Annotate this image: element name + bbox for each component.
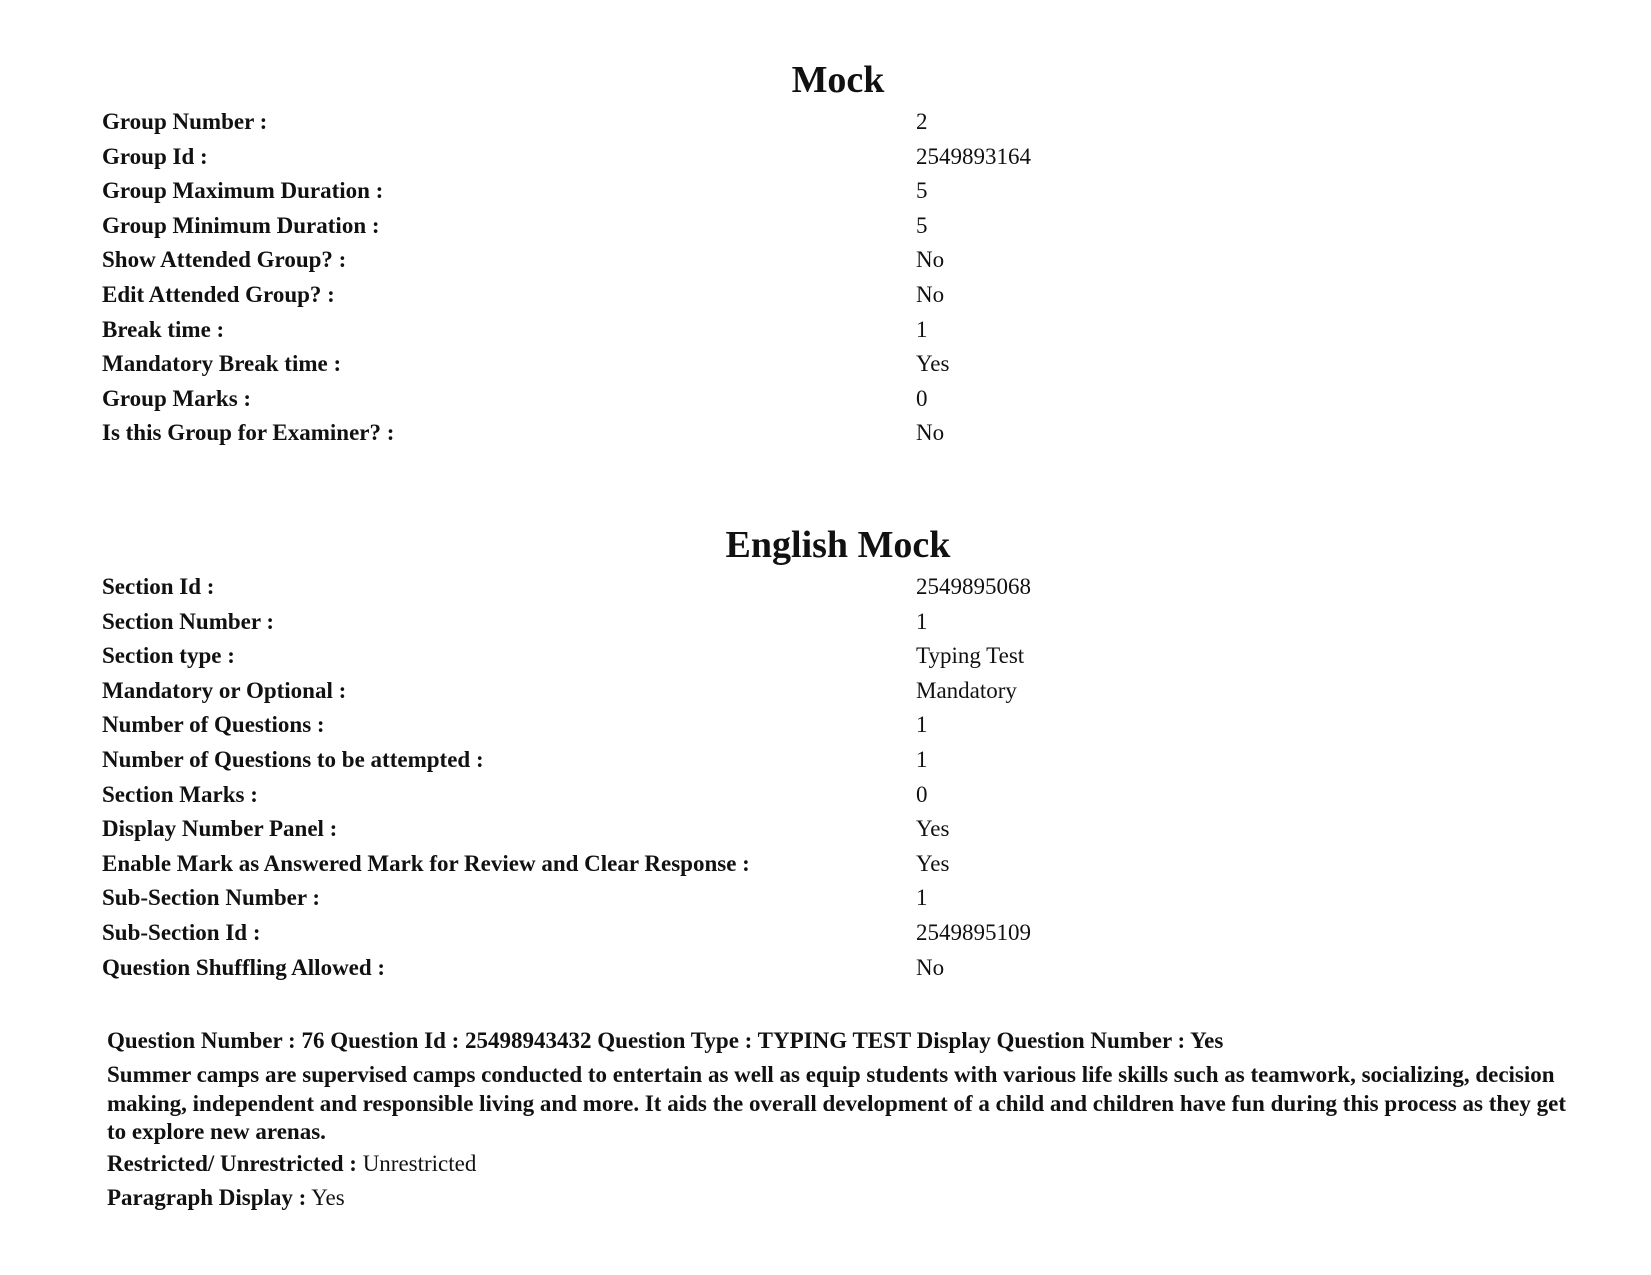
detail-value: 2549895109 xyxy=(916,919,1031,945)
detail-value: 5 xyxy=(916,178,928,204)
detail-row xyxy=(102,639,1502,674)
question-passage: Summer camps are supervised camps conducted to entertain as well as equip students with various life skills such as teamwork, socializing, decision making, independent and responsible living and more. It aids the overall development of a child and children have fun during this process as they get to explore new arenas. xyxy=(107,1062,1566,1144)
detail-label: Sub-Section Id : xyxy=(102,919,261,945)
detail-label: Section Marks : xyxy=(102,781,258,807)
detail-label: Break time : xyxy=(102,316,225,342)
detail-value: 1 xyxy=(916,316,928,342)
detail-row xyxy=(102,743,1502,778)
detail-value: 1 xyxy=(916,712,928,738)
detail-value: 2549893164 xyxy=(916,143,1031,169)
paragraph-display-value: Yes xyxy=(311,1184,345,1210)
detail-label: Section type : xyxy=(102,643,235,669)
detail-value: No xyxy=(916,420,945,446)
restriction-row xyxy=(107,1147,1567,1181)
detail-value: 5 xyxy=(916,212,928,238)
detail-label: Question Shuffling Allowed : xyxy=(102,954,386,980)
group-title: Mock xyxy=(791,59,885,101)
detail-label: Section Number : xyxy=(102,608,275,634)
detail-value: 1 xyxy=(916,885,928,911)
detail-value: No xyxy=(916,247,945,273)
detail-row xyxy=(102,881,1502,916)
detail-label: Mandatory or Optional : xyxy=(102,677,347,703)
detail-value: Yes xyxy=(916,351,950,377)
detail-label: Is this Group for Examiner? : xyxy=(102,420,395,446)
restriction-label: Restricted/ Unrestricted : xyxy=(107,1150,357,1176)
detail-label: Display Number Panel : xyxy=(102,816,338,842)
detail-label: Show Attended Group? : xyxy=(102,247,347,273)
detail-row xyxy=(102,570,1502,605)
detail-row xyxy=(102,916,1502,951)
detail-row xyxy=(102,708,1502,743)
detail-label: Group Number : xyxy=(102,109,268,134)
detail-row xyxy=(102,140,1502,175)
detail-label: Sub-Section Number : xyxy=(102,885,321,911)
detail-label: Group Maximum Duration : xyxy=(102,178,384,204)
detail-row xyxy=(102,382,1502,417)
detail-row xyxy=(102,951,1502,986)
detail-row xyxy=(102,105,1502,140)
detail-value: Yes xyxy=(916,816,950,842)
detail-value: 0 xyxy=(916,385,928,411)
detail-value: 1 xyxy=(916,608,928,634)
detail-row xyxy=(102,347,1502,382)
detail-label: Section Id : xyxy=(102,574,215,599)
detail-row xyxy=(102,812,1502,847)
detail-row xyxy=(102,778,1502,813)
detail-row xyxy=(102,313,1502,348)
detail-label: Enable Mark as Answered Mark for Review and Clear Response : xyxy=(102,850,750,876)
detail-label: Group Minimum Duration : xyxy=(102,212,380,238)
question-header: Question Number : 76 Question Id : 25498943432 Question Type : TYPING TEST Display Question Number : Yes xyxy=(107,1028,1224,1053)
detail-label: Number of Questions : xyxy=(102,712,325,738)
detail-label: Group Marks : xyxy=(102,385,252,411)
detail-row xyxy=(102,605,1502,640)
detail-row xyxy=(102,847,1502,882)
detail-value: No xyxy=(916,281,945,307)
detail-value: No xyxy=(916,954,945,980)
section-details xyxy=(102,570,1502,985)
detail-value: 2 xyxy=(916,109,928,134)
detail-label: Edit Attended Group? : xyxy=(102,281,335,307)
paragraph-display-label: Paragraph Display : xyxy=(107,1184,307,1210)
detail-value: Typing Test xyxy=(916,643,1025,669)
detail-label: Mandatory Break time : xyxy=(102,351,342,377)
group-details xyxy=(102,105,1502,451)
detail-row xyxy=(102,209,1502,244)
paragraph-display-row xyxy=(107,1181,1567,1215)
detail-value: 0 xyxy=(916,781,928,807)
detail-value: 2549895068 xyxy=(916,574,1031,599)
detail-label: Number of Questions to be attempted : xyxy=(102,746,484,772)
detail-label: Group Id : xyxy=(102,143,208,169)
question-block xyxy=(107,1024,1567,1215)
detail-row xyxy=(102,416,1502,451)
section-title: English Mock xyxy=(725,524,951,566)
detail-row xyxy=(102,278,1502,313)
detail-value: 1 xyxy=(916,746,928,772)
detail-value: Mandatory xyxy=(916,677,1017,703)
detail-row xyxy=(102,674,1502,709)
restriction-value: Unrestricted xyxy=(362,1150,477,1176)
detail-value: Yes xyxy=(916,850,950,876)
detail-row xyxy=(102,243,1502,278)
detail-row xyxy=(102,174,1502,209)
